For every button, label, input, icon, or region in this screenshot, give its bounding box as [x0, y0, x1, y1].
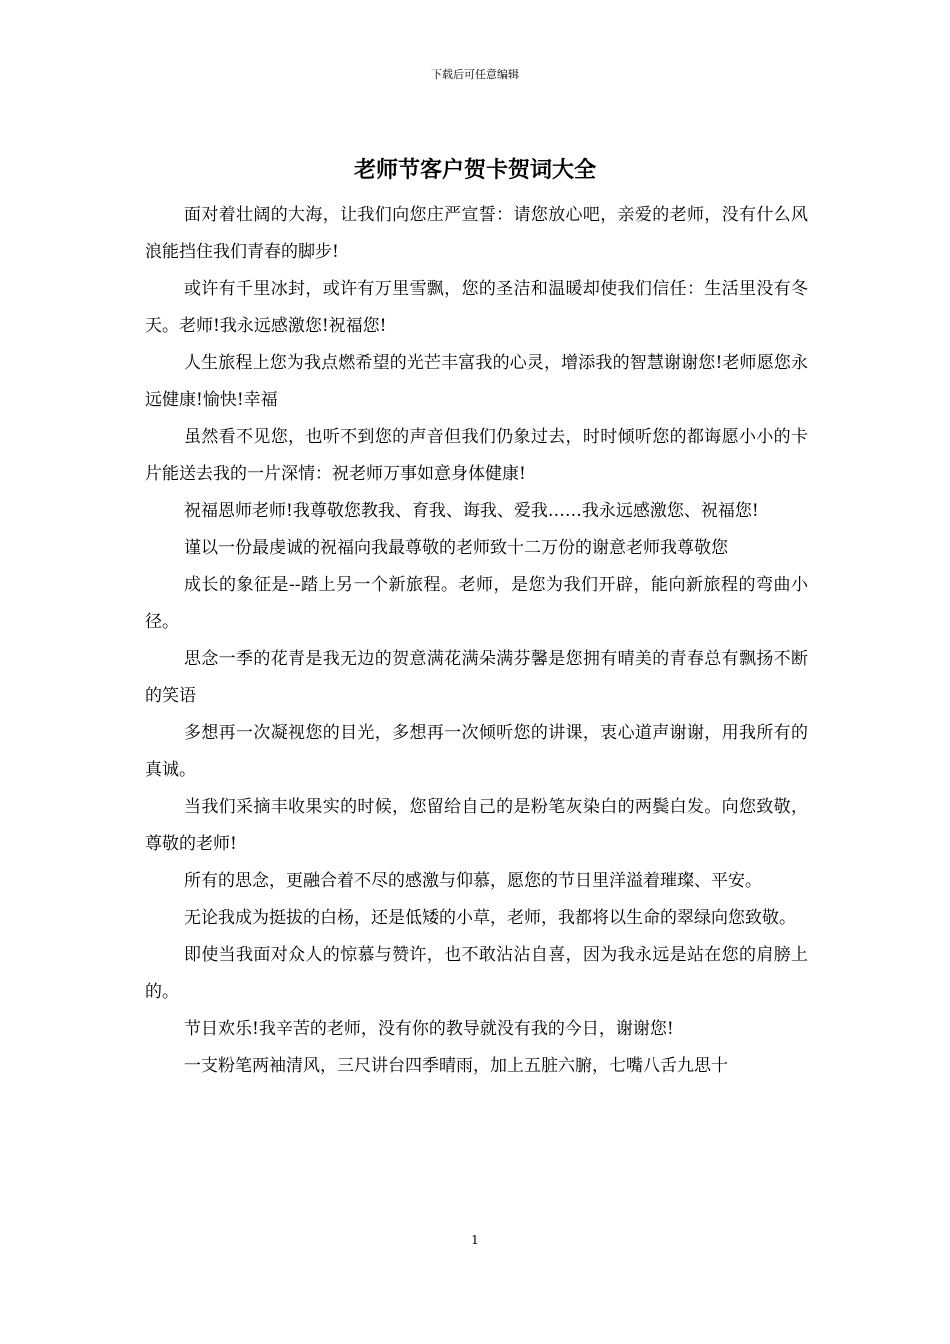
- paragraph: 思念一季的花青是我无边的贺意满花满朵满芬馨是您拥有晴美的青春总有飘扬不断的笑语: [145, 649, 808, 706]
- paragraph: 所有的思念，更融合着不尽的感激与仰慕，愿您的节日里洋溢着璀璨、平安。: [184, 871, 762, 891]
- paragraph: 虽然看不见您，也听不到您的声音但我们仍象过去，时时倾听您的都诲愿小小的卡片能送去我的一片深情：祝老师万事如意身体健康!: [145, 427, 808, 484]
- paragraph: 谨以一份最虔诚的祝福向我最尊敬的老师致十二万份的谢意老师我尊敬您: [184, 538, 728, 558]
- paragraph: 祝福恩师老师!我尊敬您教我、育我、诲我、爱我……我永远感激您、祝福您!: [184, 501, 759, 521]
- paragraph: 当我们采摘丰收果实的时候，您留给自己的是粉笔灰染白的两鬓白发。向您致敬，尊敬的老师!: [145, 797, 808, 854]
- paragraph: 节日欢乐!我辛苦的老师，没有你的教导就没有我的今日，谢谢您!: [184, 1019, 674, 1039]
- paragraph: 人生旅程上您为我点燃希望的光芒丰富我的心灵，增添我的智慧谢谢您!老师愿您永远健康!愉快!幸福: [145, 353, 808, 410]
- document-body: [145, 197, 808, 1085]
- document-title: 老师节客户贺卡贺词大全: [353, 158, 596, 183]
- page-number: 1: [471, 1233, 479, 1247]
- paragraph: 一支粉笔两袖清风，三尺讲台四季晴雨，加上五脏六腑，七嘴八舌九思十: [184, 1056, 728, 1076]
- paragraph: 无论我成为挺拔的白杨，还是低矮的小草，老师，我都将以生命的翠绿向您致敬。: [184, 908, 796, 928]
- paragraph: 成长的象征是--踏上另一个新旅程。老师，是您为我们开辟，能向新旅程的弯曲小径。: [145, 575, 808, 632]
- paragraph: 面对着壮阔的大海，让我们向您庄严宣誓：请您放心吧，亲爱的老师，没有什么风浪能挡住我们青春的脚步!: [145, 205, 808, 262]
- page-header-note: 下载后可任意编辑: [431, 68, 519, 81]
- paragraph: 或许有千里冰封，或许有万里雪飘，您的圣洁和温暖却使我们信任：生活里没有冬天。老师!我永远感激您!祝福您!: [145, 279, 808, 336]
- paragraph: 多想再一次凝视您的目光，多想再一次倾听您的讲课，衷心道声谢谢，用我所有的真诚。: [145, 723, 808, 780]
- paragraph: 即使当我面对众人的惊慕与赞许，也不敢沾沾自喜，因为我永远是站在您的肩膀上的。: [145, 945, 808, 1002]
